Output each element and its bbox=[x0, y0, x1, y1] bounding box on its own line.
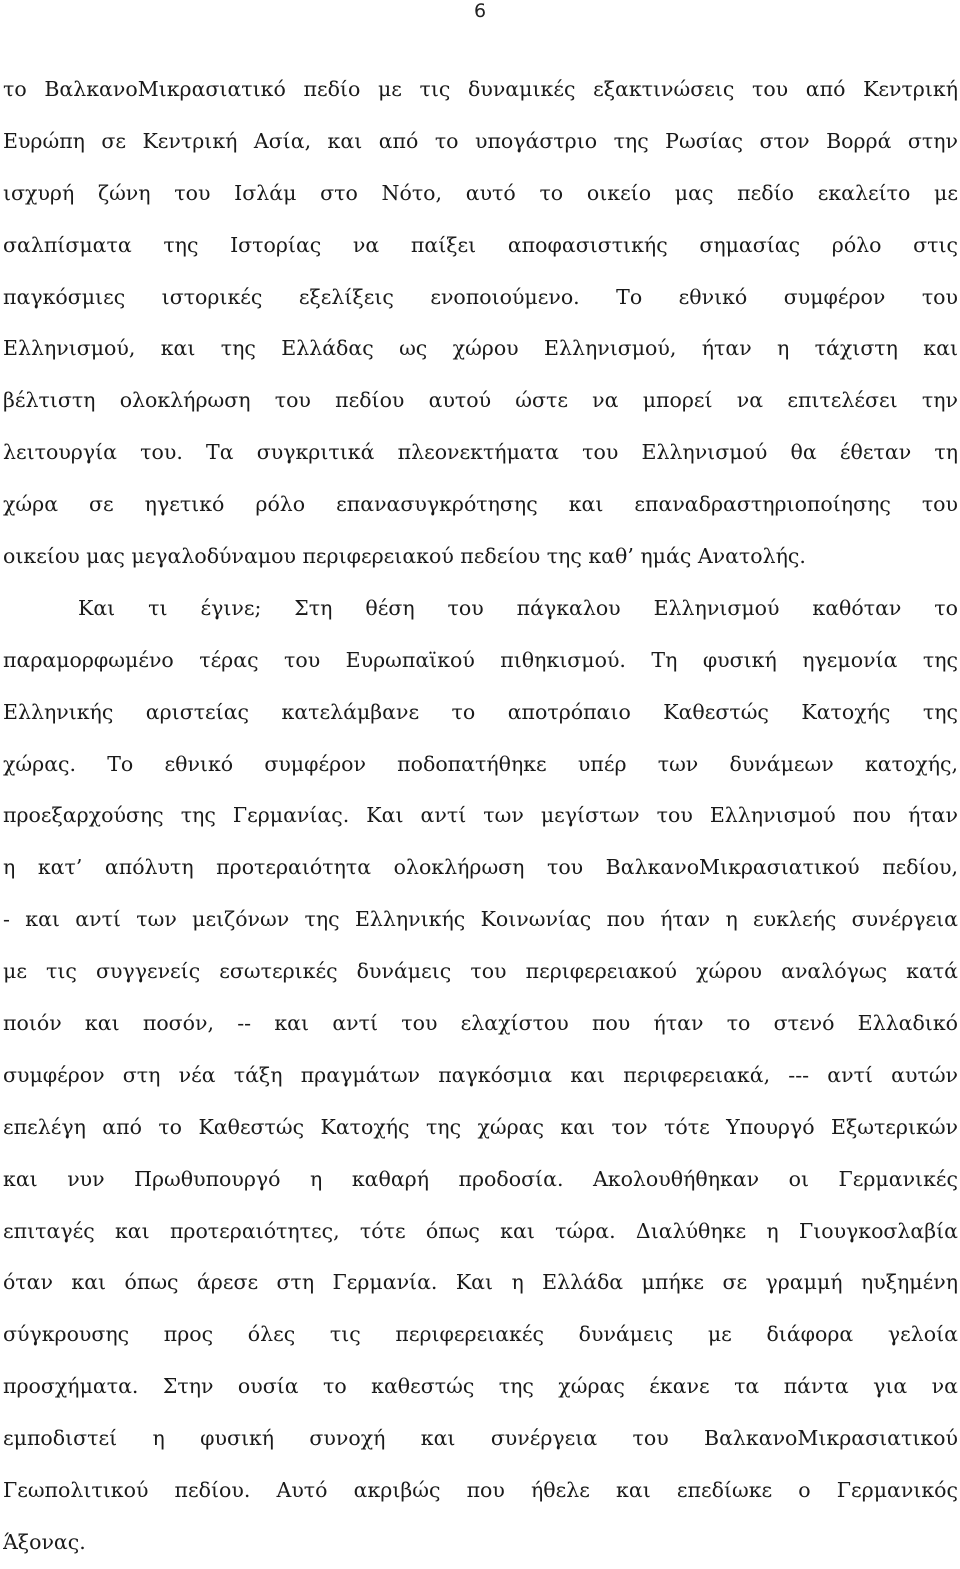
text-line: σύγκρουσης προς όλες τις περιφερειακές δυνάμεις με διάφορα γελοία bbox=[3, 1322, 958, 1347]
text-line: ποιόν και ποσόν, -- και αντί του ελαχίστου που ήταν το στενό Ελλαδικό bbox=[3, 1011, 958, 1036]
text-line: Γεωπολιτικού πεδίου. Αυτό ακριβώς που ήθελε και επεδίωκε ο Γερμανικός bbox=[3, 1478, 958, 1503]
text-line: Ευρώπη σε Κεντρική Ασία, και από το υπογάστριο της Ρωσίας στον Βορρά στην bbox=[3, 128, 958, 153]
text-line: και νυν Πρωθυπουργό η καθαρή προδοσία. Ακολουθήθηκαν οι Γερμανικές bbox=[3, 1166, 958, 1191]
document-body bbox=[3, 64, 958, 1569]
text-line: Ελληνικής αριστείας κατελάμβανε το αποτρόπαιο Καθεστώς Κατοχής της bbox=[3, 699, 958, 724]
text-line: χώρα σε ηγετικό ρόλο επανασυγκρότησης και επαναδραστηριοποίησης του bbox=[3, 492, 958, 517]
text-line: προσχήματα. Στην ουσία το καθεστώς της χώρας έκανε τα πάντα για να bbox=[3, 1374, 958, 1399]
text-line: ισχυρή ζώνη του Ισλάμ στο Νότο, αυτό το οικείο μας πεδίο εκαλείτο με bbox=[3, 180, 958, 205]
page-number: 6 bbox=[473, 0, 487, 22]
text-line: σαλπίσματα της Ιστορίας να παίξει αποφασιστικής σημασίας ρόλο στις bbox=[3, 232, 958, 257]
text-line: με τις συγγενείς εσωτερικές δυνάμεις του περιφερειακού χώρου αναλόγως κατά bbox=[3, 959, 958, 984]
text-line: εμποδιστεί η φυσική συνοχή και συνέργεια του ΒαλκανοΜικρασιατικού bbox=[3, 1426, 958, 1451]
text-line: βέλτιστη ολοκλήρωση του πεδίου αυτού ώστε να μπορεί να επιτελέσει την bbox=[3, 388, 958, 413]
text-line: οικείου μας μεγαλοδύναμου περιφερειακού πεδείου της καθ’ ημάς Ανατολής. bbox=[3, 544, 806, 569]
text-line: επιταγές και προτεραιότητες, τότε όπως και τώρα. Διαλύθηκε η Γιουγκοσλαβία bbox=[3, 1218, 958, 1243]
text-line: το ΒαλκανοΜικρασιατικό πεδίο με τις δυναμικές εξακτινώσεις του από Κεντρική bbox=[3, 77, 958, 101]
text-line: Και τι έγινε; Στη θέση του πάγκαλου Ελληνισμού καθόταν το bbox=[78, 595, 958, 620]
text-line: παραμορφωμένο τέρας του Ευρωπαϊκού πιθηκισμού. Τη φυσική ηγεμονία της bbox=[3, 647, 958, 672]
text-line: η κατ’ απόλυτη προτεραιότητα ολοκλήρωση του ΒαλκανοΜικρασιατικού πεδίου, bbox=[3, 855, 958, 880]
text-line: - και αντί των μειζόνων της Ελληνικής Κοινωνίας που ήταν η ευκλεής συνέργεια bbox=[3, 907, 958, 932]
text-line: επελέγη από το Καθεστώς Κατοχής της χώρας και τον τότε Υπουργό Εξωτερικών bbox=[3, 1114, 958, 1139]
text-line: Άξονας. bbox=[3, 1529, 86, 1554]
text-line: λειτουργία του. Τα συγκριτικά πλεονεκτήματα του Ελληνισμού θα έθεταν τη bbox=[3, 440, 958, 465]
text-line: όταν και όπως άρεσε στη Γερμανία. Και η Ελλάδα μπήκε σε γραμμή ηυξημένη bbox=[3, 1270, 958, 1295]
text-line: προεξαρχούσης της Γερμανίας. Και αντί των μεγίστων του Ελληνισμού που ήταν bbox=[3, 803, 958, 828]
text-line: χώρας. Το εθνικό συμφέρον ποδοπατήθηκε υπέρ των δυνάμεων κατοχής, bbox=[3, 751, 958, 776]
text-line: παγκόσμιες ιστορικές εξελίξεις ενοποιούμενο. Το εθνικό συμφέρον του bbox=[3, 284, 958, 309]
text-line: συμφέρον στη νέα τάξη πραγμάτων παγκόσμια και περιφερειακά, --- αντί αυτών bbox=[3, 1062, 958, 1087]
text-line: Ελληνισμού, και της Ελλάδας ως χώρου Ελληνισμού, ήταν η τάχιστη και bbox=[3, 336, 958, 361]
